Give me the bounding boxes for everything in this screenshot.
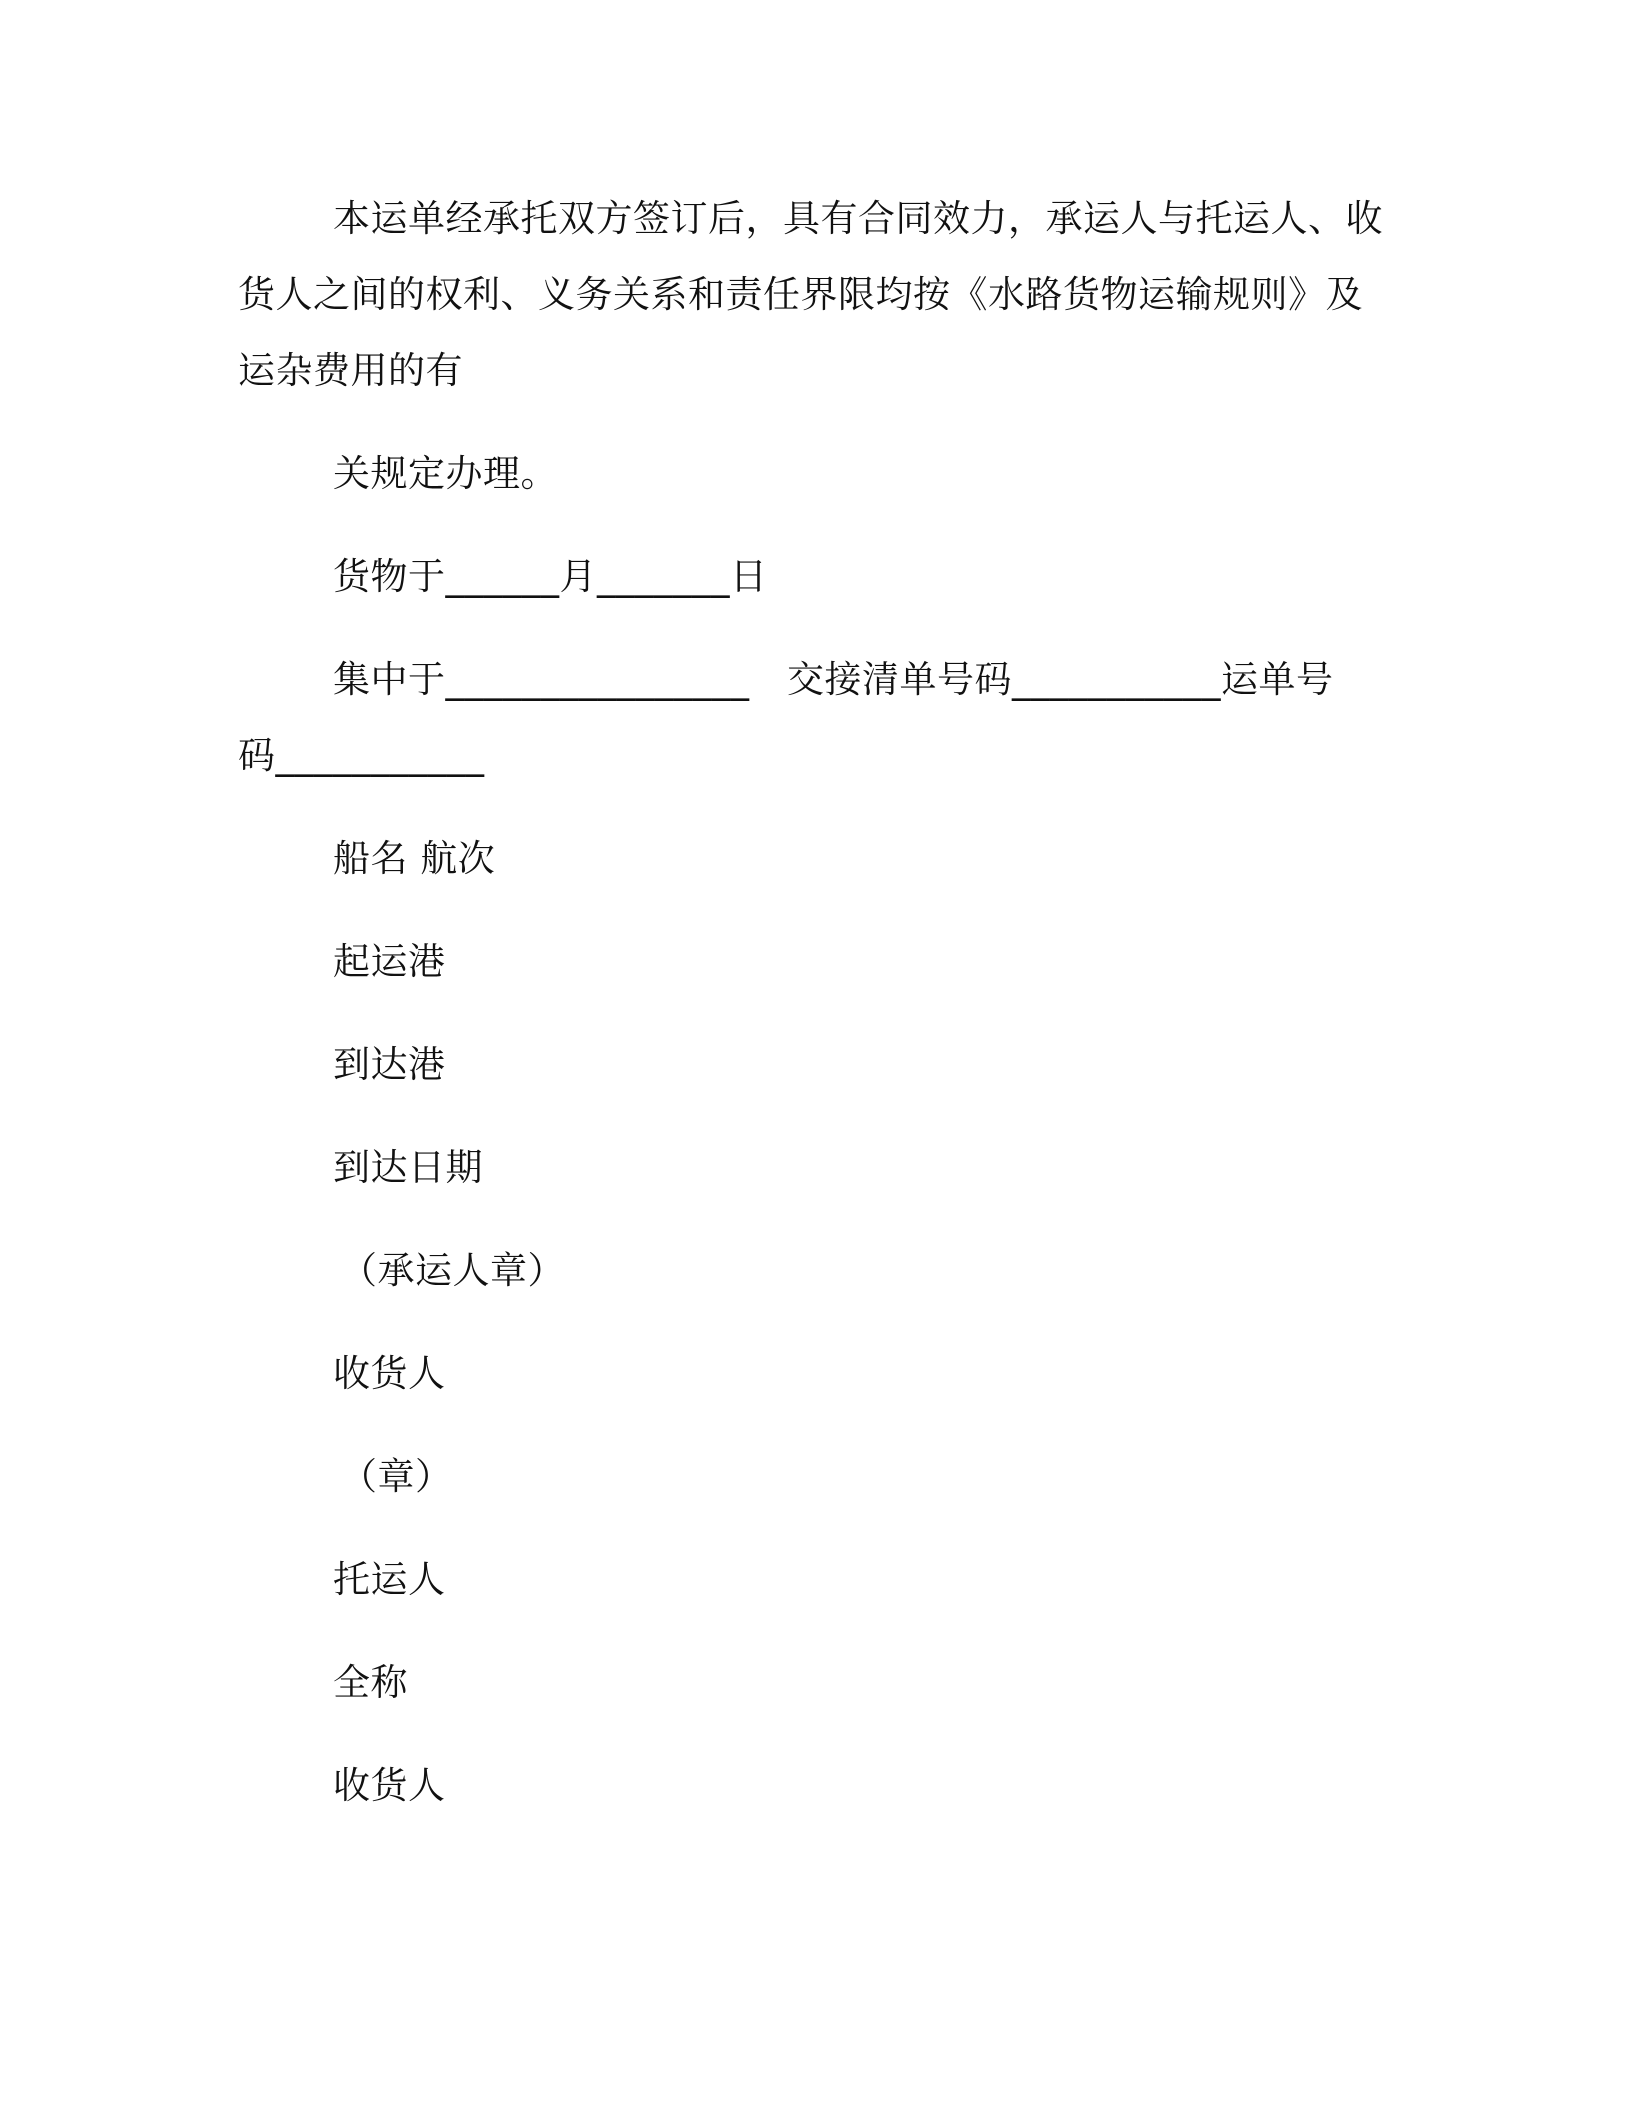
collection-line-1: 集中于________________ 交接清单号码___________运单号 — [333, 658, 1334, 701]
arrival-port-label: 到达港 — [333, 1043, 446, 1086]
arrival-date-label: 到达日期 — [333, 1146, 483, 1189]
cargo-date-line: 货物于______月_______日 — [333, 555, 768, 598]
consignee-label: 收货人 — [333, 1352, 446, 1395]
seal-label: （章） — [340, 1455, 453, 1498]
intro-paragraph-line-1: 本运单经承托双方签订后，具有合同效力，承运人与托运人、收 — [333, 197, 1383, 240]
regulation-text: 关规定办理。 — [333, 452, 558, 495]
consignee-label-2: 收货人 — [333, 1764, 446, 1807]
ship-voyage-label: 船名 航次 — [333, 837, 496, 880]
intro-paragraph-line-3: 运杂费用的有 — [238, 349, 463, 392]
intro-paragraph-line-2: 货人之间的权利、义务关系和责任界限均按《水路货物运输规则》及 — [238, 273, 1363, 316]
collection-line-2: 码___________ — [238, 734, 485, 777]
full-name-label: 全称 — [333, 1661, 408, 1704]
carrier-seal-label: （承运人章） — [340, 1249, 565, 1292]
departure-port-label: 起运港 — [333, 940, 446, 983]
shipper-label: 托运人 — [333, 1558, 446, 1601]
